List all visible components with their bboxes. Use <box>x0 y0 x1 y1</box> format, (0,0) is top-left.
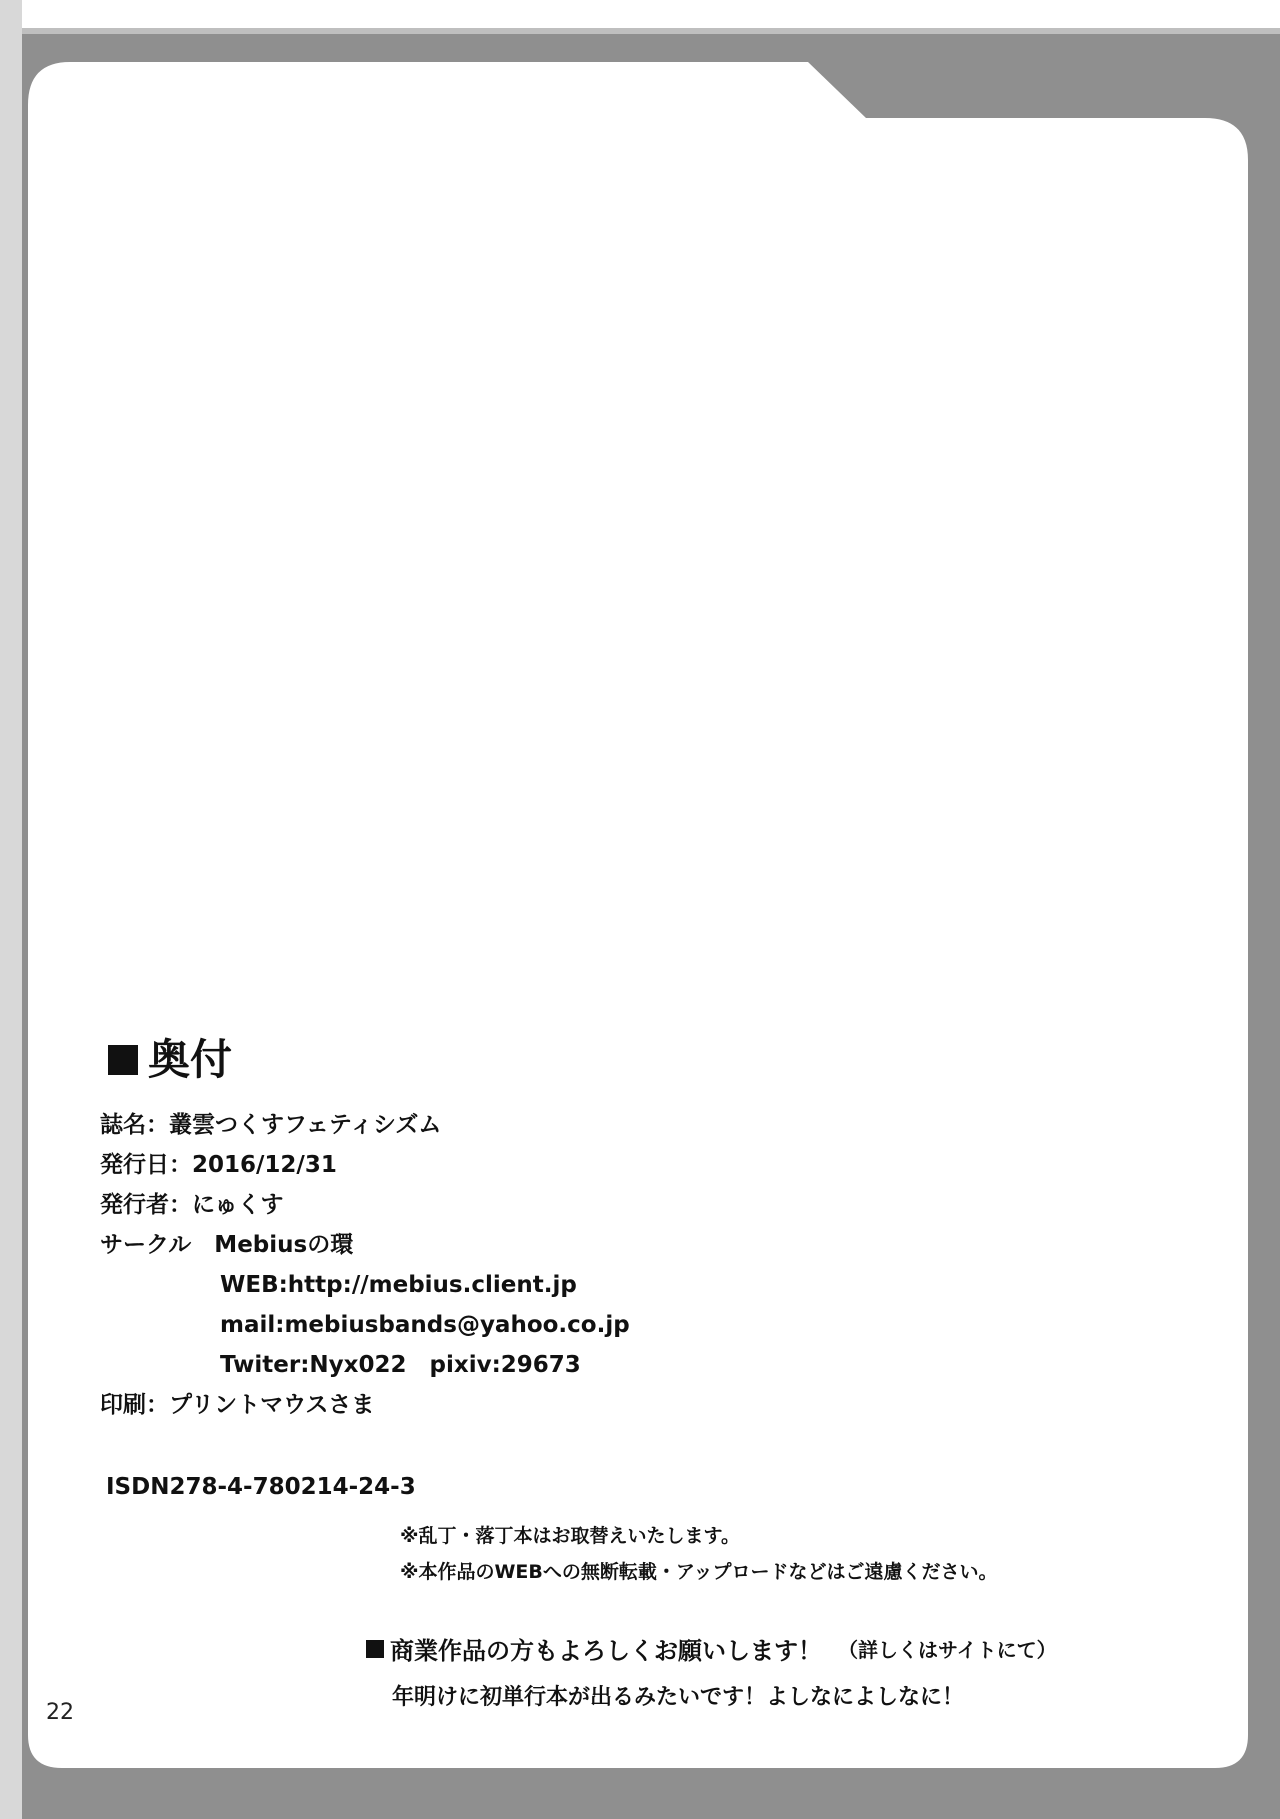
promo-line-2: 年明けに初単行本が出るみたいです！よしなによしなに！ <box>392 1685 965 1710</box>
mail-row: mail:mebiusbands@yahoo.co.jp <box>220 1312 630 1338</box>
publisher-row: 発行者：にゅくす <box>100 1192 284 1218</box>
square-bullet-icon <box>108 1045 138 1075</box>
colophon-heading-text: 奥付 <box>148 1035 233 1084</box>
social-row: Twiter:Nyx022 pixiv:29673 <box>220 1352 581 1378</box>
notice-line-1: ※乱丁・落丁本はお取替えいたします。 <box>400 1525 740 1547</box>
page-number: 22 <box>46 1700 74 1725</box>
isdn-code: ISDN278-4-780214-24-3 <box>106 1474 416 1500</box>
printer-row: 印刷：プリントマウスさま <box>100 1392 375 1418</box>
web-row: WEB:http://mebius.client.jp <box>220 1272 577 1298</box>
square-bullet-icon <box>366 1640 384 1658</box>
publish-date-row: 発行日：2016/12/31 <box>100 1152 337 1178</box>
notice-line-2: ※本作品のWEBへの無断転載・アップロードなどはご遠慮ください。 <box>400 1561 998 1583</box>
promo-main-text: 商業作品の方もよろしくお願いします！ <box>390 1637 822 1665</box>
circle-row: サークル Mebiusの環 <box>100 1232 354 1258</box>
promo-heading <box>366 1631 1057 1666</box>
promo-sub-text: （詳しくはサイトにて） <box>838 1638 1057 1662</box>
colophon-heading <box>108 1032 232 1088</box>
magazine-title-row: 誌名：叢雲つくすフェティシズム <box>100 1112 442 1138</box>
